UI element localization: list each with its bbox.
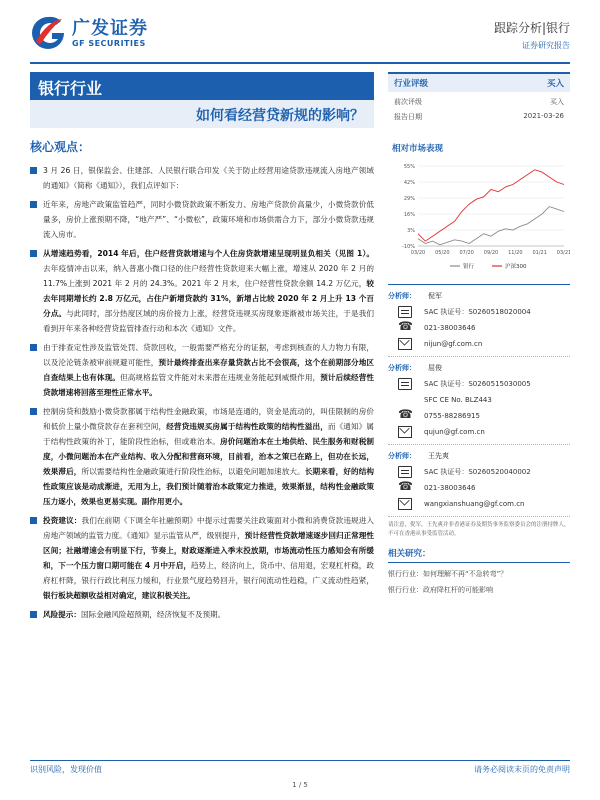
bullet-list <box>30 163 374 622</box>
analyst-email[interactable]: qujun@gf.com.cn <box>424 428 485 436</box>
bullet-item <box>30 607 374 622</box>
rating-label: 行业评级 <box>394 79 429 89</box>
x-tick-label: 03/20 <box>410 250 426 256</box>
analyst-card <box>388 357 570 445</box>
bullet-square-icon <box>30 408 37 415</box>
certificate-icon <box>398 466 412 478</box>
rating-bar <box>388 72 570 92</box>
bullet-text: 从增速趋势看，2014 年后，住户经营贷款增速与个人住房贷款增速呈现明显负相关（见图 1）。去年疫情冲击以来，纳入普惠小微口径的住户经营性贷款迎来大幅上涨，增速从 2020 年 2 月的 11.7%上涨到 2021 年 2 月的 24.3%。2021 年 2 月末，住户经营性贷款余额 14.2 万亿元，较去年同期增长约 2.8 万亿元，占住户新增贷款约 31%，新增占比较 2020 年 2 月上升 13 个百分点。与此同时，部分热度区域的房价接力上涨，经营贷违规买房现象逐渐被市场关注，于是我们看到开年来各种经营贷监管排查行动和本次《通知》文件。 <box>43 249 375 333</box>
email-icon <box>398 498 412 510</box>
y-tick-label: 55% <box>403 164 415 170</box>
y-tick-label: 42% <box>403 180 415 186</box>
analyst-phone: 021-38003646 <box>424 484 476 492</box>
analyst-phone: 021-38003646 <box>424 324 476 332</box>
x-tick-label: 11/20 <box>508 250 523 256</box>
core-viewpoints <box>30 138 374 626</box>
y-tick-label: -10% <box>402 244 415 250</box>
analyst-sac: SAC 执证号：S0260515030005 <box>424 380 531 388</box>
bullet-square-icon <box>30 517 37 524</box>
relative-performance-chart <box>388 160 570 276</box>
bullet-square-icon <box>30 167 37 174</box>
x-tick-label: 01/21 <box>532 250 547 256</box>
bullet-item <box>30 163 374 193</box>
rating-value: 买入 <box>546 79 564 89</box>
footer-slogan: 识别风险，发现价值 <box>30 765 102 774</box>
company-logo <box>30 15 148 51</box>
analyst-header <box>388 291 570 301</box>
bullet-text: 控制房贷和鼓励小微贷款都属于结构性金融政策，市场是连通的，资金是流动的，叫佳限制的房价和低价上量小微贷款存在套利空间，经营贷违规买房属于结构性政策的结构性溢出，而《通知》属于结构性政策的补丁，能阶段性治标，但或难治本。房价问题治本在土地供给、民生服务和财税制度，小微问题治本在产业结构、收入分配和营商环境，目前看，治本之策已在路上，但功在长远，效果滞后，所以需要结构性金融政策进行阶段性治标，以避免问题加速放大。长期来看，好的结构性政策应该是动成渐进，无用为上，我们预计随着治本政策定力推进，效果渐显，结构性金融政策压力逐小，效果也更易实现。副作用更小。 <box>43 407 375 506</box>
analyst-info-row <box>388 496 570 512</box>
analyst-card <box>388 445 570 517</box>
y-tick-label: 3% <box>407 228 415 234</box>
sidebar <box>388 72 570 595</box>
x-tick-label: 03/21 <box>556 250 570 256</box>
phone-icon <box>398 482 412 494</box>
legend-label: 银行 <box>463 264 475 270</box>
email-icon <box>398 338 412 350</box>
analyst-info-row <box>388 464 570 480</box>
bullet-text: 近年来，房地产政策监管趋严，同时小微贷款政策不断发力、房地产贷款价高量少，小微贷款价低量多，房价上涨预期不降，“地产严”、“小微松”，政策环境和市场供需合力下，部分小微贷款违规流入房市。 <box>43 200 374 239</box>
date-value: 2021-03-26 <box>523 112 564 120</box>
analyst-info-row <box>388 392 570 408</box>
bullet-item <box>30 340 374 400</box>
analyst-info-row <box>388 304 570 320</box>
analyst-info-row <box>388 424 570 440</box>
legend-label: 沪深300 <box>505 264 527 270</box>
analyst-sac: SAC 执证号：S0260520040002 <box>424 468 531 476</box>
related-research-list <box>388 569 570 595</box>
related-research-link[interactable]: 银行行业：政府降杠杆的可能影响 <box>388 586 493 594</box>
bullet-item <box>30 197 374 242</box>
analyst-sfc: SFC CE No. BLZ443 <box>424 396 492 404</box>
report-title: 如何看经营贷新规的影响？ <box>30 100 374 128</box>
analyst-email[interactable]: nijun@gf.com.cn <box>424 340 483 348</box>
report-type: 跟踪分析|银行 <box>493 21 570 35</box>
bullet-item <box>30 246 374 336</box>
bullet-item <box>30 513 374 603</box>
date-label: 报告日期 <box>394 113 422 121</box>
report-date-row <box>388 107 570 122</box>
analyst-name: 屈俊 <box>428 364 442 372</box>
analyst-info-row <box>388 320 570 336</box>
footer-divider <box>30 760 570 761</box>
x-tick-label: 05/20 <box>435 250 450 256</box>
prev-rating-value: 买入 <box>550 98 564 106</box>
analyst-label: 分析师： <box>388 364 416 372</box>
series-line <box>418 207 564 245</box>
analyst-header <box>388 451 570 461</box>
analyst-info-row <box>388 376 570 392</box>
certificate-icon <box>398 378 412 390</box>
phone-icon <box>398 322 412 334</box>
analyst-info-row <box>388 408 570 424</box>
y-tick-label: 16% <box>403 212 415 218</box>
analyst-phone: 0755-88286915 <box>424 412 480 420</box>
logo-chinese: 广发证券 <box>72 17 148 39</box>
blank-icon <box>398 394 412 406</box>
industry-title: 银行行业 <box>30 72 374 100</box>
analyst-name: 倪军 <box>428 292 442 300</box>
bullet-text: 风险提示：国际金融风险超预期，经济恢复不及预期。 <box>43 610 226 619</box>
report-subtitle: 证券研究报告 <box>522 41 570 50</box>
certificate-icon <box>398 306 412 318</box>
related-research-link[interactable]: 银行行业：如何理解不再“不急转弯”？ <box>388 570 508 578</box>
disclaimer: 请注意，倪军，王先爽并非香港证券及期货事务监察委员会的注册持牌人，不可在香港从事受监管活动。 <box>388 522 570 537</box>
logo-english: GF SECURITIES <box>72 38 146 48</box>
analyst-email[interactable]: wangxianshuang@gf.com.cn <box>424 500 525 508</box>
analyst-sac: SAC 执证号：S0260518020004 <box>424 308 531 316</box>
x-tick-label: 07/20 <box>459 250 474 256</box>
analyst-header <box>388 363 570 373</box>
performance-title: 相对市场表现 <box>392 144 444 154</box>
analyst-name: 王先爽 <box>428 452 449 460</box>
page-header <box>0 0 600 64</box>
analyst-list <box>388 284 570 517</box>
bullet-item <box>30 404 374 509</box>
bullet-text: 3 月 26 日，银保监会、住建部、人民银行联合印发《关于防止经营用途贷款违规流入房地产领域的通知》（简称《通知》），我们点评如下： <box>43 166 374 190</box>
series-line <box>418 170 564 241</box>
related-research-title: 相关研究： <box>388 547 570 563</box>
analyst-info-row <box>388 480 570 496</box>
bullet-square-icon <box>30 201 37 208</box>
gf-logo-icon <box>30 15 66 51</box>
analyst-label: 分析师： <box>388 452 416 460</box>
bullet-square-icon <box>30 250 37 257</box>
bullet-text: 由于排查定性涉及监管处罚、贷款回收，一般需要严格充分的证据，考虑到核查的人力物力有限，以及沦沦链条被审前规避可能性，预计最终排查出来存量贷款占比不会很高，这个在前期部分地区自查结果上也有体现。但高规格监管文件能对未来潜在违规业务能起到威慑作用，预计后续经营性贷款增速将回落至理性正常水平。 <box>43 343 375 397</box>
footer-disclaimer-note: 请务必阅读末页的免责声明 <box>474 765 570 774</box>
analyst-card <box>388 285 570 357</box>
core-title: 核心观点： <box>30 140 91 154</box>
bullet-square-icon <box>30 611 37 618</box>
bullet-text: 投资建议：我们在前期《下调全年社融预期》中提示过需要关注政策面对小微和消费贷款违规进入房地产领域的监管力度。《通知》显示监管从严，级别提升，预计经营性贷款增速逐步回归正常理性区间；社融增速会有明显下行，节奏上，财政逐渐进入季末投放期，市场流动性压力感知会有所缓和，下一个压力窗口期可能在 4 月中开启，趋势上，经济向上，货币中、信用退，宏观杠杆稳，政府杠杆降，银行行政比利压力缓和，行业景气度趋势回升，银行间流动性趋稳，广义流动性趋紧，银行板块超额收益相对确定，建议积极关注。 <box>43 516 375 600</box>
analyst-label: 分析师： <box>388 292 416 300</box>
header-divider <box>30 62 570 64</box>
page-number: 1 / 5 <box>292 781 308 789</box>
y-tick-label: 29% <box>403 196 415 202</box>
bullet-square-icon <box>30 344 37 351</box>
previous-rating-row <box>388 92 570 107</box>
phone-icon <box>398 410 412 422</box>
title-banner <box>30 72 374 128</box>
analyst-info-row <box>388 336 570 352</box>
prev-rating-label: 前次评级 <box>394 98 422 106</box>
email-icon <box>398 426 412 438</box>
x-tick-label: 09/20 <box>483 250 499 256</box>
